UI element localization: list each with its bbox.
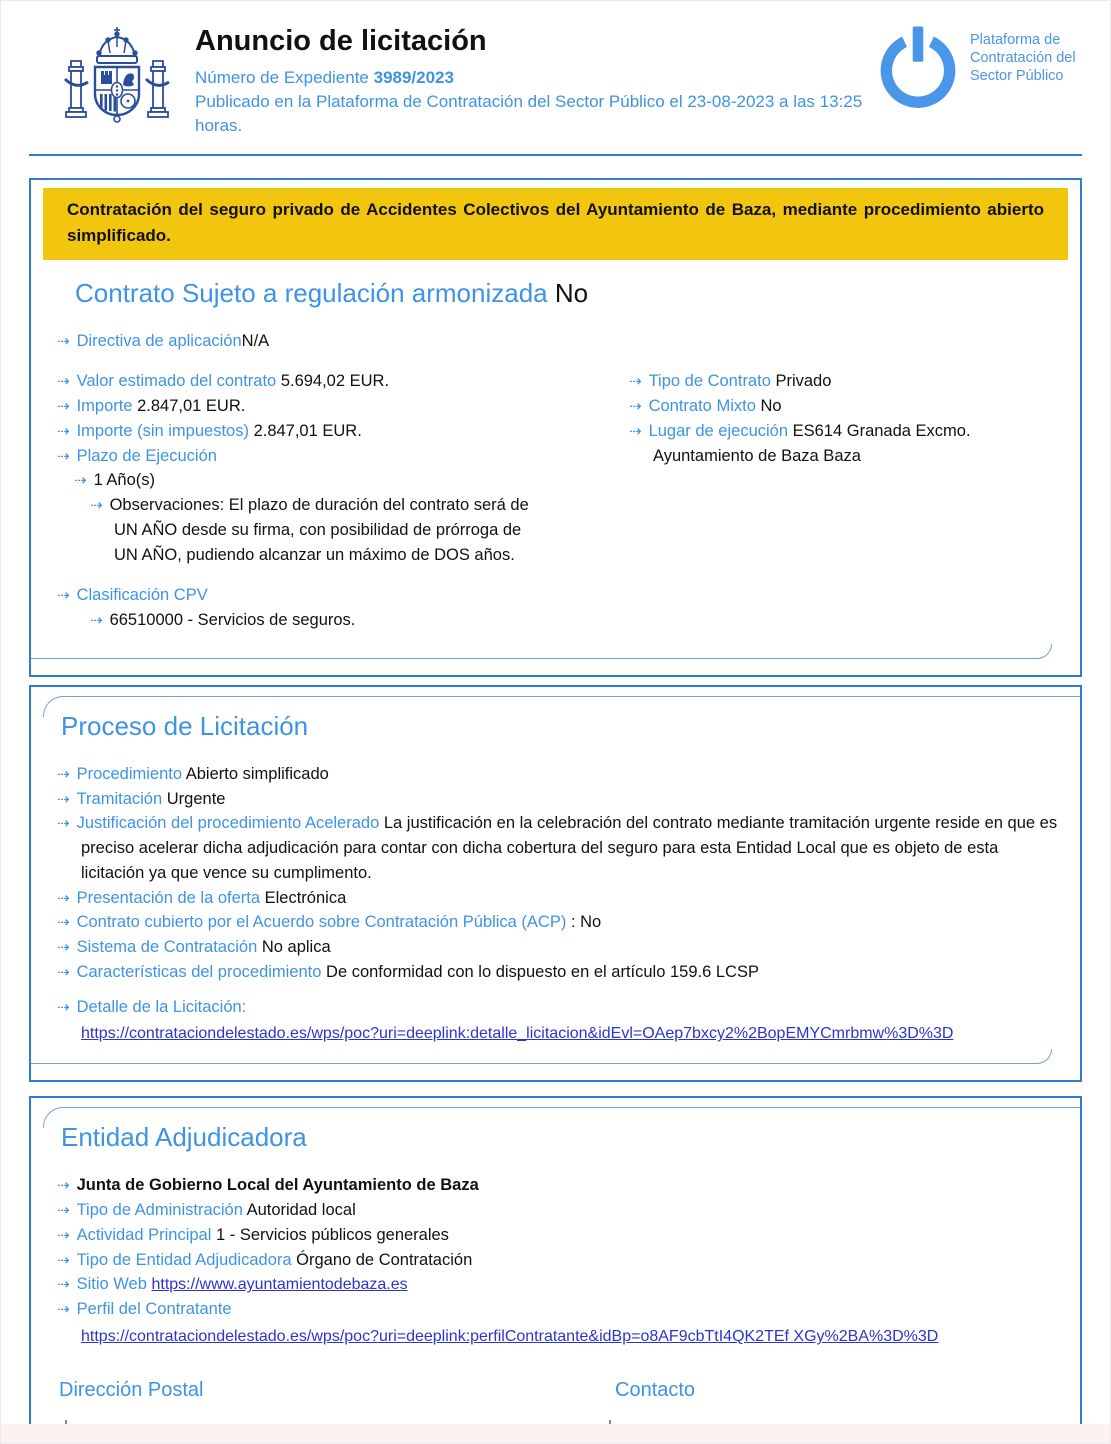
section-entidad <box>29 1096 1082 1444</box>
entidad-nombre-row <box>57 1173 1058 1198</box>
tipo-admin-value: Autoridad local <box>246 1201 356 1220</box>
sitio-web-label: Sitio Web <box>76 1275 147 1294</box>
valor-row <box>57 369 623 394</box>
tipo-admin-row <box>57 1198 1058 1223</box>
directiva-row <box>57 329 1058 354</box>
power-button-icon <box>874 23 962 116</box>
plazo-label: Plazo de Ejecución <box>76 446 217 465</box>
published-line: Publicado en la Plataforma de Contratación del Sector Público el 23-08-2023 a las 13:25 horas. <box>195 91 863 135</box>
justificacion-label: Justificación del procedimiento Acelerado <box>76 814 380 833</box>
importe-row <box>57 394 623 419</box>
dashed-arrow-icon: ⇢ <box>57 789 70 808</box>
plazo-row <box>57 444 623 469</box>
contract-object-banner: Contratación del seguro privado de Accidentes Colectivos del Ayuntamiento de Baza, mediante procedimiento abierto simplificado. <box>43 188 1068 260</box>
justificacion-value: La justificación en la celebración del contrato mediante tramitación urgente reside en que es preciso acelerar dicha adjudicación para contar con dicha cobertura del seguro para esta Entidad Local que es objeto de esta licitación ya que vence su cumplimento. <box>81 814 1058 882</box>
section-proceso <box>29 685 1082 1083</box>
importe-label: Importe <box>76 397 133 416</box>
proceso-title: Proceso de Licitación <box>61 710 309 741</box>
perfil-contratante-link[interactable]: https://contrataciondelestado.es/wps/poc?uri=deeplink:perfilContratante&idBp=o8AF9cbTtI4QK2TEf XGy%2BA%3D%3D <box>81 1328 939 1346</box>
directiva-label: Directiva de aplicación <box>76 331 242 350</box>
tipo-contrato-row <box>629 369 989 394</box>
presentacion-value: Electrónica <box>264 888 347 907</box>
dashed-arrow-icon: ⇢ <box>57 1300 70 1319</box>
tramitacion-label: Tramitación <box>76 789 163 808</box>
valor-value: 5.694,02 EUR. <box>280 372 390 391</box>
perfil-row <box>57 1297 1058 1322</box>
valor-label: Valor estimado del contrato <box>76 372 277 391</box>
dashed-arrow-icon: ⇢ <box>57 586 70 605</box>
contrato-mixto-label: Contrato Mixto <box>648 397 756 416</box>
dashed-arrow-icon: ⇢ <box>57 913 70 932</box>
detalle-row <box>57 995 1058 1020</box>
dashed-arrow-icon: ⇢ <box>57 446 70 465</box>
caracteristicas-value: De conformidad con lo dispuesto en el artículo 159.6 LCSP <box>326 962 759 981</box>
procedimiento-value: Abierto simplificado <box>185 764 329 783</box>
acp-value: : No <box>570 913 602 932</box>
cpv-value: 66510000 - Servicios de seguros. <box>109 611 356 630</box>
dashed-arrow-icon: ⇢ <box>57 1275 70 1294</box>
sistema-label: Sistema de Contratación <box>76 938 258 957</box>
dashed-arrow-icon: ⇢ <box>57 372 70 391</box>
dashed-arrow-icon: ⇢ <box>57 331 70 350</box>
presentacion-row <box>57 886 1058 911</box>
detalle-label: Detalle de la Licitación: <box>76 997 247 1016</box>
tramitacion-row <box>57 787 1058 812</box>
actividad-row <box>57 1223 1058 1248</box>
platform-logo-text: Plataforma de Contratación del Sector Público <box>970 32 1076 85</box>
dashed-arrow-icon: ⇢ <box>629 397 642 416</box>
dashed-arrow-icon: ⇢ <box>57 1250 70 1269</box>
spain-coat-of-arms-icon <box>61 17 173 140</box>
cpv-row <box>57 583 623 608</box>
dashed-arrow-icon: ⇢ <box>57 962 70 981</box>
dashed-arrow-icon: ⇢ <box>57 421 70 440</box>
plazo-value-row <box>74 468 623 493</box>
dashed-arrow-icon: ⇢ <box>57 397 70 416</box>
caracteristicas-label: Características del procedimiento <box>76 962 322 981</box>
lugar-row <box>629 419 989 469</box>
observaciones-text: Observaciones: El plazo de duración del contrato será de UN AÑO desde su firma, con posibilidad de prórroga de UN AÑO, pudiendo alcanzar un máximo de DOS años. <box>109 496 529 564</box>
expediente-label: Número de Expediente <box>195 68 374 87</box>
justificacion-row <box>57 811 1058 885</box>
platform-logo <box>874 17 1082 116</box>
procedimiento-row <box>57 762 1058 787</box>
actividad-label: Actividad Principal <box>76 1225 212 1244</box>
dashed-arrow-icon: ⇢ <box>629 421 642 440</box>
contrato-mixto-value: No <box>760 397 782 416</box>
entidad-nombre: Junta de Gobierno Local del Ayuntamiento de Baza <box>76 1176 479 1195</box>
acp-row <box>57 910 1058 935</box>
dashed-arrow-icon: ⇢ <box>90 496 103 515</box>
sitio-web-row <box>57 1272 1058 1297</box>
dashed-arrow-icon: ⇢ <box>57 888 70 907</box>
importe-sin-row <box>57 419 623 444</box>
header-divider <box>29 154 1082 156</box>
contrato-heading-label: Contrato Sujeto a regulación armonizada <box>75 277 548 308</box>
tipo-contrato-label: Tipo de Contrato <box>648 372 771 391</box>
observaciones-row <box>90 493 542 567</box>
dashed-arrow-icon: ⇢ <box>629 372 642 391</box>
dashed-arrow-icon: ⇢ <box>57 1225 70 1244</box>
dashed-arrow-icon: ⇢ <box>57 938 70 957</box>
page-title: Anuncio de licitación <box>195 25 487 57</box>
importe-sin-value: 2.847,01 EUR. <box>253 421 362 440</box>
tipo-admin-label: Tipo de Administración <box>76 1201 243 1220</box>
document-header <box>1 1 1110 140</box>
cpv-label: Clasificación CPV <box>76 586 208 605</box>
section-contrato <box>29 178 1082 677</box>
dashed-arrow-icon: ⇢ <box>57 997 70 1016</box>
page-edge <box>1 1424 1110 1443</box>
directiva-value: N/A <box>241 331 270 350</box>
sitio-web-link[interactable]: https://www.ayuntamientodebaza.es <box>151 1276 408 1294</box>
procedimiento-label: Procedimiento <box>76 764 183 783</box>
tipo-entidad-label: Tipo de Entidad Adjudicadora <box>76 1250 292 1269</box>
tipo-contrato-value: Privado <box>775 372 832 391</box>
expediente-line <box>195 66 874 90</box>
lugar-value: ES614 Granada Excmo. Ayuntamiento de Baza Baza <box>653 421 971 465</box>
contacto-heading: Contacto <box>615 1379 696 1402</box>
dashed-arrow-icon: ⇢ <box>57 1176 70 1195</box>
plazo-value: 1 Año(s) <box>93 471 156 490</box>
detalle-licitacion-link[interactable]: https://contrataciondelestado.es/wps/poc?uri=deeplink:detalle_licitacion&idEvl=OAep7bxcy2%2BopEMYCmrbmw%3D%3D <box>81 1025 954 1043</box>
presentacion-label: Presentación de la oferta <box>76 888 261 907</box>
contrato-mixto-row <box>629 394 989 419</box>
dashed-arrow-icon: ⇢ <box>57 1201 70 1220</box>
dashed-arrow-icon: ⇢ <box>74 471 87 490</box>
acp-label: Contrato cubierto por el Acuerdo sobre Contratación Pública (ACP) <box>76 913 567 932</box>
tipo-entidad-value: Órgano de Contratación <box>296 1250 473 1269</box>
expediente-number: 3989/2023 <box>373 68 454 87</box>
dashed-arrow-icon: ⇢ <box>57 764 70 783</box>
contrato-heading <box>75 278 1058 309</box>
lugar-label: Lugar de ejecución <box>648 421 789 440</box>
sistema-value: No aplica <box>261 938 331 957</box>
importe-sin-label: Importe (sin impuestos) <box>76 421 249 440</box>
direccion-postal-heading: Dirección Postal <box>59 1379 204 1402</box>
importe-value: 2.847,01 EUR. <box>137 397 246 416</box>
tipo-entidad-row <box>57 1248 1058 1273</box>
contrato-heading-value: No <box>554 277 589 308</box>
dashed-arrow-icon: ⇢ <box>90 611 103 630</box>
cpv-value-row <box>90 608 623 633</box>
tramitacion-value: Urgente <box>166 789 226 808</box>
perfil-label: Perfil del Contratante <box>76 1300 232 1319</box>
dashed-arrow-icon: ⇢ <box>57 814 70 833</box>
actividad-value: 1 - Servicios públicos generales <box>215 1225 449 1244</box>
entidad-title: Entidad Adjudicadora <box>61 1122 307 1153</box>
caracteristicas-row <box>57 960 1058 985</box>
sistema-row <box>57 935 1058 960</box>
